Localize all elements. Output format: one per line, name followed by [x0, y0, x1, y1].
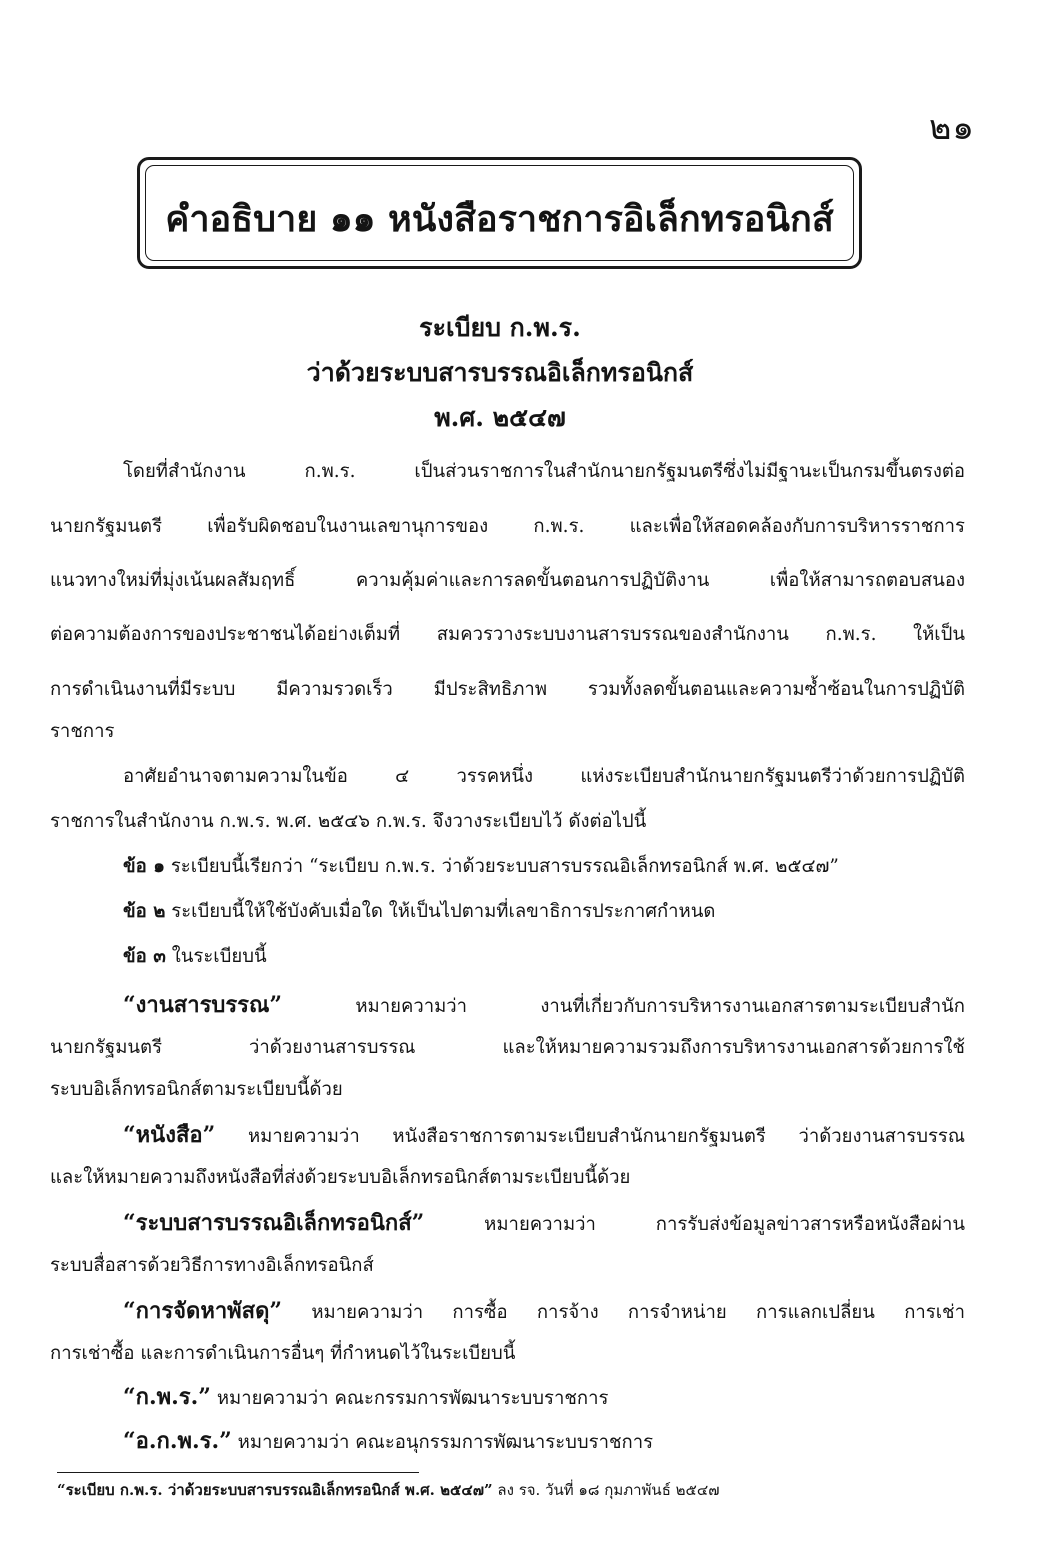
footnote-title: “ระเบียบ ก.พ.ร. ว่าด้วยระบบสารบรรณอิเล็กทรอนิกส์ พ.ศ. ๒๕๔๗” — [57, 1481, 493, 1499]
definition-line: ระบบอิเล็กทรอนิกส์ตามระเบียบนี้ด้วย — [50, 1079, 343, 1100]
preamble-line: นายกรัฐมนตรี เพื่อรับผิดชอบในงานเลขานุการของ ก.พ.ร. และเพื่อให้สอดคล้องกับการบริหารราชการ — [50, 516, 965, 537]
definition-term: “หนังสือ” — [123, 1122, 216, 1148]
definition-line — [123, 990, 965, 1022]
definition-term: “การจัดหาพัสดุ” — [123, 1298, 283, 1324]
definition-line — [123, 1208, 965, 1240]
definition-text: หมายความว่า หนังสือราชการตามระเบียบสำนักนายกรัฐมนตรี ว่าด้วยงานสารบรรณ — [215, 1126, 965, 1147]
page-title: คำอธิบาย ๑๑ หนังสือราชการอิเล็กทรอนิกส์ — [165, 198, 834, 240]
clause-2 — [123, 897, 965, 927]
definition-term: “ระบบสารบรรณอิเล็กทรอนิกส์” — [123, 1210, 425, 1236]
clause-1 — [123, 852, 965, 882]
definition-term: “งานสารบรรณ” — [123, 992, 283, 1018]
footnote — [57, 1478, 957, 1502]
regulation-heading-line1: ระเบียบ ก.พ.ร. — [419, 313, 581, 342]
clause-label: ข้อ ๓ — [123, 946, 166, 967]
clause-text: ระเบียบนี้เรียกว่า “ระเบียบ ก.พ.ร. ว่าด้วยระบบสารบรรณอิเล็กทรอนิกส์ พ.ศ. ๒๕๔๗” — [164, 856, 839, 877]
definition-line — [123, 1120, 965, 1152]
preamble-line: โดยที่สำนักงาน ก.พ.ร. เป็นส่วนราชการในสำนักนายกรัฐมนตรีซึ่งไม่มีฐานะเป็นกรมขึ้นตรงต่อ — [123, 461, 965, 482]
regulation-heading-line2: ว่าด้วยระบบสารบรรณอิเล็กทรอนิกส์ — [306, 358, 694, 387]
clause-label: ข้อ ๒ — [123, 901, 166, 922]
footnote-source: ลง รจ. วันที่ ๑๘ กุมภาพันธ์ ๒๕๔๗ — [492, 1481, 720, 1499]
preamble-line: ราชการ — [50, 721, 115, 742]
preamble-line: แนวทางใหม่ที่มุ่งเน้นผลสัมฤทธิ์ ความคุ้มค่าและการลดขั้นตอนการปฏิบัติงาน เพื่อให้สามารถตอบสนอง — [50, 570, 965, 591]
definition-line: การเช่าซื้อ และการดำเนินการอื่นๆ ที่กำหนดไว้ในระเบียบนี้ — [50, 1343, 516, 1364]
regulation-heading-line3: พ.ศ. ๒๕๔๗ — [434, 403, 566, 432]
definition-line — [123, 1426, 965, 1458]
footnote-divider — [57, 1472, 419, 1473]
clause-label: ข้อ ๑ — [123, 856, 165, 877]
definition-text: หมายความว่า การรับส่งข้อมูลข่าวสารหรือหนังสือผ่าน — [424, 1214, 965, 1235]
title-box — [137, 157, 862, 269]
definition-text: หมายความว่า คณะอนุกรรมการพัฒนาระบบราชการ — [231, 1432, 654, 1453]
authority-line: อาศัยอำนาจตามความในข้อ ๔ วรรคหนึ่ง แห่งระเบียบสำนักนายกรัฐมนตรีว่าด้วยการปฏิบัติ — [123, 766, 965, 787]
definition-line: ระบบสื่อสารด้วยวิธีการทางอิเล็กทรอนิกส์ — [50, 1255, 374, 1276]
preamble-line: การดำเนินงานที่มีระบบ มีความรวดเร็ว มีประสิทธิภาพ รวมทั้งลดขั้นตอนและความซ้ำซ้อนในการปฏิบัติ — [50, 679, 965, 700]
definition-term: “ก.พ.ร.” — [123, 1384, 211, 1410]
definition-text: หมายความว่า คณะกรรมการพัฒนาระบบราชการ — [210, 1388, 609, 1409]
definition-text: หมายความว่า งานที่เกี่ยวกับการบริหารงานเอกสารตามระเบียบสำนัก — [282, 996, 965, 1017]
definition-text: หมายความว่า การซื้อ การจ้าง การจำหน่าย การแลกเปลี่ยน การเช่า — [282, 1302, 965, 1323]
clause-3 — [123, 942, 965, 972]
authority-line: ราชการในสำนักงาน ก.พ.ร. พ.ศ. ๒๕๔๖ ก.พ.ร. จึงวางระเบียบไว้ ดังต่อไปนี้ — [50, 811, 647, 832]
definition-line — [123, 1382, 965, 1414]
clause-text: ระเบียบนี้ให้ใช้บังคับเมื่อใด ให้เป็นไปตามที่เลขาธิการประกาศกำหนด — [165, 901, 716, 922]
definition-line: และให้หมายความถึงหนังสือที่ส่งด้วยระบบอิเล็กทรอนิกส์ตามระเบียบนี้ด้วย — [50, 1167, 631, 1188]
definition-term: “อ.ก.พ.ร.” — [123, 1428, 232, 1454]
clause-text: ในระเบียบนี้ — [165, 946, 267, 967]
page-number: ๒๑ — [929, 108, 975, 148]
preamble-line: ต่อความต้องการของประชาชนได้อย่างเต็มที่ สมควรวางระบบงานสารบรรณของสำนักงาน ก.พ.ร. ให้เป็น — [50, 624, 965, 645]
definition-line — [123, 1296, 965, 1328]
definition-line: นายกรัฐมนตรี ว่าด้วยงานสารบรรณ และให้หมายความรวมถึงการบริหารงานเอกสารด้วยการใช้ — [50, 1037, 965, 1058]
